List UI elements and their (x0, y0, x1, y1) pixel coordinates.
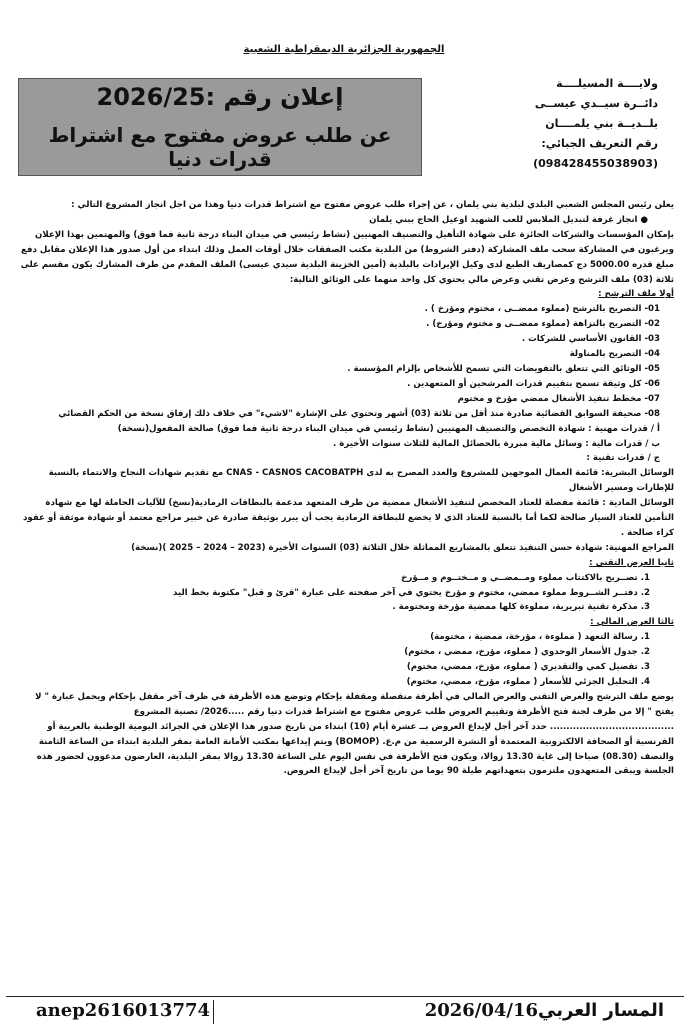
section-financial-title: ثالثا العرض المالي : (590, 617, 674, 628)
technical-item: 3. مذكرة تقنية تبريرية، مملوءة كلها ممضية مؤرخة ومختومة . (392, 602, 650, 613)
references-paragraph: المراجع المهنية: شهادة حسن التنفيذ تتعلق بالمشاريع المماثلة خلال الثلاثة (03) السنوات الأخيرة (2023 – 2024 – 2025 )(نسخة) (131, 542, 674, 553)
financial-item: 2. جدول الأسعار الوحدوي ( مملوء، مؤرخ، ممضي ، مختوم) (404, 647, 650, 658)
technical-item: 1. تصــريح بالاكتتاب مملوء ومــمضــي و مــختــوم و مــؤرخ (401, 572, 650, 583)
project-bullet: ● انجاز غرفة لتبديل الملابس للعب الشهيد اوعيل الحاج ببني يلمان (369, 214, 648, 225)
candidacy-item: 02- التصريح بالنزاهة (مملوء ممضــى و مختوم ومؤرخ) . (426, 319, 660, 330)
candidacy-item: 06- كل وثيقة تسمح بتقييم قدرات المرشحين أو المتعهدين . (407, 378, 660, 389)
candidacy-item: 08- صحيفة السوابق القضائية صادرة منذ أقل من ثلاثة (03) أشهر وتحتوي على الإشارة "لاشيء" في خلاف ذلك إرفاق نسخة من الحكم القضائي (58, 408, 660, 419)
capacity-technical: ج / قدرات تقنية : (586, 453, 660, 464)
newspaper-footer (425, 1000, 664, 1021)
human-resources-paragraph: الوسائل البشرية: قائمة العمال الموجهين للمشروع والعدد المصرح به لدى CNAS - CASNOS CACOBATPH مع تقديم شهادات النجاح والانتماء بالنسبة للإطارات ومسير الأشغال (48, 468, 674, 494)
closing-paragraph: يوضع ملف الترشح والعرض التقني والعرض المالي في أظرفة منفصلة ومقفلة بإحكام وتوضع هذه الأظرفة في ظرف آخر مقفل بإحكام ويحمل عبارة " لا يفتح " إلا من طرف لجنة فتح الأظرفة وتقييم العروض طلب عروض مفتوح مع اشتراط قدرات دنيا رقم .....2026/ تصنية المشروع ...................................... حدد آخر أجل لإيداع العروض بــ عشرة أيام (10) ابتداء من تاريخ صدور هذا الإعلان في الجرائد اليومية الوطنية بالعربية أو الفرنسية أو الصحافة الالكترونية المعتمدة أو النشرة الرسمية من م.ع. (BOMOP) ويتم إيداعها بمكتب الأمانة العامة بمقر البلدية ابتداء من الساعة الثامنة والنصف (08.30) صباحا إلى غاية 13.30 زوالا، ويكون فتح الأظرفة في نفس اليوم على الساعة 13.30 زوالا بمقر البلدية، العارضون مدعوون لحضور هذه الجلسة ويبقى المتعهدون ملتزمون بتعهداتهم طيلة 90 يوما من تاريخ آخر أجل لإيداع العروض. (35, 691, 674, 777)
candidacy-item: 04- التصريح بالمناولة (569, 349, 660, 360)
announcement-subject: عن طلب عروض مفتوح مع اشتراط قدرات دنيا (48, 123, 392, 171)
candidacy-item: 07- مخطط تنفيذ الأشغال ممضي مؤرخ و مختوم (457, 393, 660, 404)
capacity-professional: أ / قدرات مهنية : شهادة التخصص والتصنيف المهنيين (نشاط رئيسي في ميدان البناء درجة ثانية فما فوق) صالحة المفعول(نسخة) (117, 423, 660, 434)
commune-line: بلــديــة بني يلمــــان (545, 117, 658, 130)
republic-header: الجمهورية الجزائرية الديمقراطية الشعبية (243, 44, 445, 55)
wilaya-line: ولايــــة المسيلــــة (556, 77, 658, 90)
daira-line: دائــرة سيــدي عيســى (534, 97, 658, 110)
title-box (18, 78, 422, 176)
announcement-number: إعلان رقم :2026/25 (96, 83, 344, 111)
participation-paragraph: بإمكان المؤسسات والشركات الحائزة على شهادة التأهيل والتصنيف المهنيين (نشاط رئيسي في ميدان البناء درجة ثانية فما فوق) والمهتمين بهذا الإعلان ويرغبون في المشاركة سحب ملف المشاركة (دفتر الشروط) من البلدية مكتب الصفقات خلال أوقات العمل وذلك ابتداء من أول صدور هذا الإعلان مقابل دفع مبلغ قدره 5000.00 دج كمصاريف الطبع لدى وكيل الإيرادات بالبلدية (أمين الخزينة البلدية سيدي عيسى) الملف المقدم من طرف المشارك يكون مقسم على ثلاثة (03) ملف الترشح وعرض تقني وعرض مالي يحتوي كل واحد منهما على الوثائق التالية: (20, 229, 674, 285)
publication-date: 2026/04/16 (424, 1000, 539, 1021)
financial-item: 4. التحليل الجزئي للأسعار ( مملوء، مؤرخ، ممضي، مختوم) (406, 677, 650, 687)
project-name: انجاز غرفة لتبديل الملابس للعب الشهيد اوعيل الحاج ببني يلمان (369, 214, 638, 225)
financial-item: 3. تفصيل كمي والتقديري ( مملوء، مؤرخ، ممضي، مختوم) (406, 662, 650, 673)
anep-code: anep2616013774 (14, 1000, 214, 1024)
announcement-body (14, 198, 674, 779)
financial-item: 1. رسالة التعهد ( مملوءة ، مؤرخة، ممضية ، مختومة) (430, 632, 650, 643)
newspaper-name: المسار العربي (538, 1000, 664, 1021)
administration-block (438, 74, 658, 174)
capacity-financial: ب / قدرات مالية : وسائل مالية مبررة بالحصائل المالية للثلاث سنوات الأخيرة . (333, 438, 660, 449)
footer-divider (6, 996, 684, 997)
material-resources-paragraph: الوسائل المادية : قائمة مفصلة للعتاد المخصص لتنفيذ الأشغال ممضية من طرف المتعهد مدعمة بالبطاقات الرمادية(نسخ) للآليات الحاملة لها مع شهادة التأمين للعتاد السيار صالحة لكما أما بالنسبة للعتاد الذي لا يخضع للبطاقة الرمادية يجب أن يبرر بوثيقة صادرة عن خبير مراجع معتمد أو شهادة موثقة أو عقود كراء صالحة . (23, 498, 674, 538)
tax-id-line: رقم التعريف الجبائي: (098428455038903) (533, 137, 658, 170)
intro-paragraph: يعلن رئيس المجلس الشعبي البلدي لبلدية بني يلمان ، عن إجراء طلب عروض مفتوح مع اشتراط قدرات دنيا وهذا من اجل انجاز المشروع التالي : (71, 200, 674, 210)
candidacy-item: 01- التصريح بالترشح (مملوء ممضــى ، مختوم ومؤرخ ) . (424, 304, 660, 315)
candidacy-item: 03- القانون الأساسي للشركات . (521, 334, 660, 345)
technical-item: 2. دفتــر الشــروط مملوء ممضي، مختوم و مؤرخ يحتوي في آخر صفحته على عبارة "قرئ و قبل" مكتوبة بخط اليد (172, 587, 650, 598)
section-candidacy-title: أولا ملف الترشح : (598, 289, 674, 300)
section-technical-title: ثانيا العرض التقني : (589, 557, 674, 568)
candidacy-item: 05- الوثائق التي تتعلق بالتفويضات التي تسمح للأشخاص بإلزام المؤسسة . (347, 363, 660, 374)
